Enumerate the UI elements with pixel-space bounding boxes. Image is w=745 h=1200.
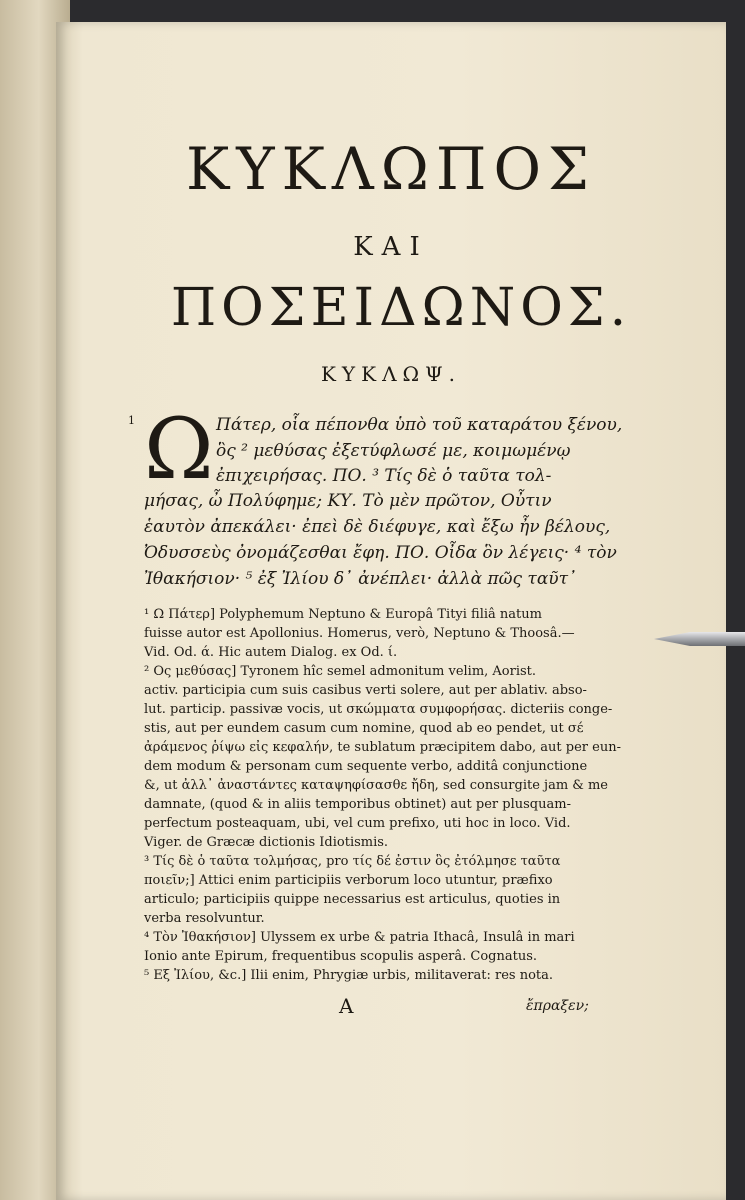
footnote-line: ⁵ Εξ Ἰλίου, &c.] Ilii enim, Phrygiæ urbis, militaverat: res nota. (144, 968, 554, 983)
footnote-line: ἀράμενος ῥίψω εἰς κεφαλήν, te sublatum præcipitem dabo, aut per eun- (144, 740, 621, 755)
first-note-number: 1 (128, 414, 135, 427)
footnote-line: stis, aut per eundem casum cum nomine, quod ab eo pendet, ut σέ (144, 721, 584, 736)
catchword: ἔπραξεν; (526, 998, 589, 1014)
greek-line: Ὀδυσσεὺς ὀνομάζεσθαι ἔφη. ΠΟ. Οἶδα ὃν λέγεις· ⁴ τὸν (144, 543, 617, 563)
footnote-line: ³ Τίς δὲ ὁ ταῦτα τολμήσας, pro τίς δέ ἐστιν ὃς ἐτόλμησε ταῦτα (144, 854, 561, 869)
footnote-line: ποιεῖν;] Attici enim participiis verborum loco utuntur, præfixo (144, 873, 553, 888)
footnote-line: perfectum posteaquam, ubi, vel cum prefixo, uti hoc in loco. Vid. (144, 816, 571, 831)
title-line-3: ΠΟΣΕΙΔΩΝΟΣ. (170, 278, 632, 338)
footnote-line: damnate, (quod & in aliis temporibus obtinet) aut per plusquam- (144, 797, 571, 812)
footnote-line: Ionio ante Epirum, frequentibus scopulis asperâ. Cognatus. (144, 949, 538, 964)
greek-line: ἐπιχειρήσας. ΠΟ. ³ Τίς δὲ ὁ ταῦτα τολ- (216, 466, 552, 486)
footnote-line: lut. particip. passivæ vocis, ut σκώμματα συμφορήσας. dicteriis conge- (144, 702, 613, 717)
signature-mark: A (339, 994, 354, 1018)
footnote-line: &, ut ἀλλ᾽ ἀναστάντες καταψηφίσασθε ἤδη, sed consurgite jam & me (144, 778, 609, 793)
footnote-line: ¹ Ω Πάτερ] Polyphemum Neptuno & Europâ Tityi filiâ natum (144, 607, 542, 622)
greek-line: μήσας, ὦ Πολύφημε; ΚΥ. Τὸ μὲν πρῶτον, Οὖτιν (144, 491, 552, 511)
footnote-line: Viger. de Græcæ dictionis Idiotismis. (144, 835, 389, 850)
footnote-line: activ. participia cum suis casibus verti solere, aut per ablativ. abso- (144, 683, 587, 698)
title-line-2: ΚΑΙ (353, 232, 429, 262)
drop-cap: Ω (144, 400, 214, 498)
footnote-line: articulo; participiis quippe necessarius est articulus, quoties in (144, 892, 561, 907)
footnote-line: Vid. Od. ά. Hic autem Dialog. ex Od. ί. (144, 645, 398, 660)
greek-line: Πάτερ, οἷα πέπονθα ὑπὸ τοῦ καταράτου ξένου, (216, 415, 623, 435)
footnote-line: verba resolvuntur. (144, 911, 265, 926)
greek-line: ὃς ² μεθύσας ἐξετύφλωσέ με, κοιμωμένῳ (216, 441, 571, 461)
greek-line: Ἰθακήσιον· ⁵ ἐξ Ἰλίου δ᾽ ἀνέπλει· ἀλλὰ πῶς ταῦτ᾽ (144, 569, 577, 589)
speaker-heading: ΚΥΚΛΩΨ. (320, 362, 461, 386)
book-page (56, 22, 726, 1200)
footnote-line: dem modum & personam cum sequente verbo, additâ conjunctione (144, 759, 588, 774)
footnote-line: ⁴ Τὸν Ἰθακήσιον] Ulyssem ex urbe & patria Ithacâ, Insulâ in mari (144, 930, 575, 945)
title-line-1: ΚΥΚΛΩΠΟΣ (185, 135, 597, 203)
footnote-line: fuisse autor est Apollonius. Homerus, verò, Neptuno & Thoosâ.— (144, 626, 575, 641)
footnote-line: ² Ος μεθύσας] Tyronem hîc semel admonitum velim, Aorist. (144, 664, 537, 679)
greek-line: ἑαυτὸν ἀπεκάλει· ἐπεὶ δὲ διέφυγε, καὶ ἔξω ἦν βέλους, (144, 517, 611, 537)
